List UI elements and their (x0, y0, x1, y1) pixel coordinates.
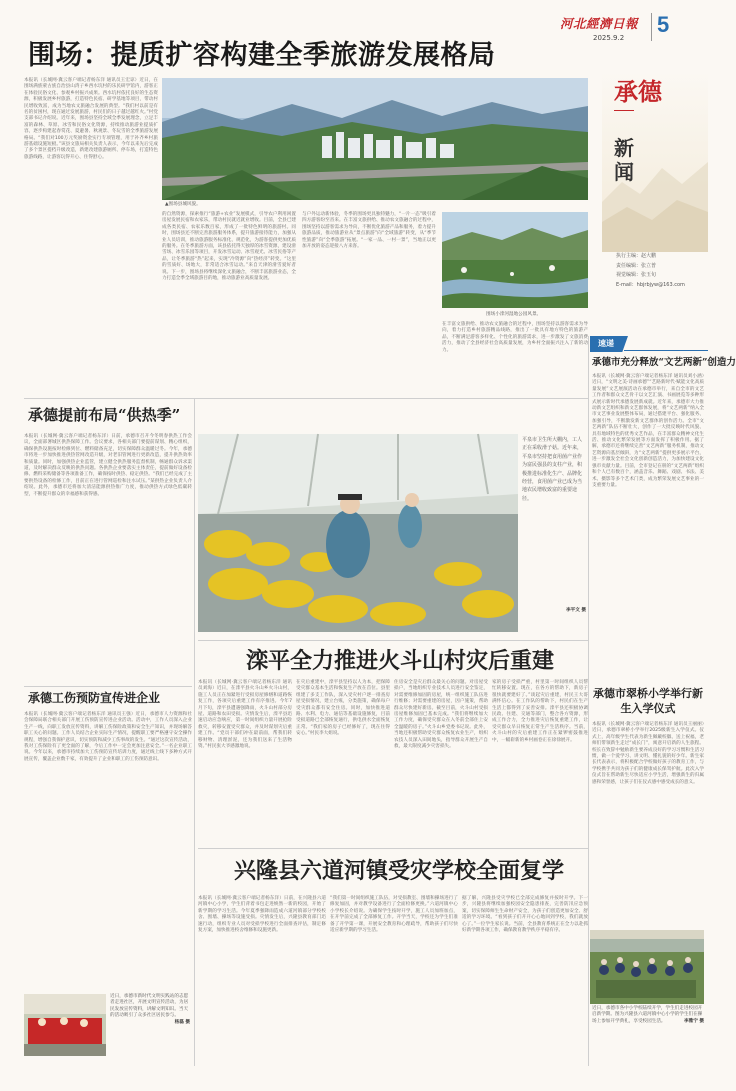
heating-season-body: 本报讯（长城网·冀云客户端记者杨东洋）日前，承德市召开今冬明春供热工作会议，全面部署城区供热保障工作。会议要求，各相关部门要提前谋划、精心组织，确保供热设施按时检修到位、燃料储备充足，切实保障群众温暖过冬。今年，承德市将进一步加快推进供热管网改造升级，对老旧管网进行更新改造，提升供热效率和质量。同时，加强供热企业监管，建立健全供热服务监督机制，畅通群众诉求渠道，及时解决群众反映的供热问题。各供热企业要落实主体责任，提前做好设备检修、燃料采购储备等各项准备工作，确保按时供热、稳定供热。“我们已经完成了主要供热设备的检修工作，目前正在进行管网巡检和注水试压。”某供热企业负责人介绍说。此外，承德市还将加大清洁能源供热推广力度，推动供热方式绿色低碳转型，不断提升群众的幸福感和获得感。 (24, 434, 192, 497)
section-banner (602, 72, 708, 252)
lead-headline: 围场：提质扩容构建全季旅游发展格局 (28, 40, 496, 71)
work-injury-body: 本报讯（长城网·冀云客户端记者杨东洋 通讯员王强）近日，承德市人力资源和社会保障局联合相关部门开展工伤预防宣传进企业活动。活动中，工作人员深入企业生产一线，向职工发放宣传资料，讲解工伤保险政策和安全生产知识，并现场解答职工关心的问题。工作人员结合企业实际生产情况，提醒职工要严格遵守安全操作规程，增强自我保护意识，切实预防和减少工伤事故的发生。“通过这次宣传活动，我对工伤保险有了更全面的了解，今后工作中一定会更加注意安全。”一名企业职工说。今年以来，承德市持续加大工伤预防宣传培训力度，通过线上线下多种方式开展宣传，覆盖企业数千家，有效提升了企业和职工的工伤预防意识。 (24, 712, 192, 762)
masthead (560, 14, 700, 46)
luanping-col3: 住房安全是灾后群众最关心的问题。对房屋受损户，当地组织专业技术人员进行安全鉴定，对需要维修加固的房屋，统一组织施工队伍进行维修；对需要重建的房屋，因户施策，帮助群众尽快建好新房。截至目前，火斗山村受损房屋维修加固已基本完成。“我们将继续加大工作力度，确保受灾群众在入冬前全部住上安全温暖的房子。”火斗山乡党委书记说。此外，当地还积极帮助受灾群众恢复农业生产，组织农技人员深入田间地头，指导群众开展生产自救，最大限度减少灾害损失。 (394, 680, 488, 750)
editor-line: 视觉编辑：张玉旬 (616, 272, 657, 278)
divider (24, 686, 192, 687)
express-tab (590, 336, 708, 352)
mushroom-greenhouse-photo (198, 434, 518, 632)
luanping-col1: 本报讯（长城网·冀云客户端记者杨东洋 通讯员刘海）近日，在滦平县火斗山乡火斗山村，施工人员正在加紧进行受损房屋修缮和道路恢复工作，各项灾后重建工作有序推进。今年7月下旬，滦平县遭遇强降雨，火斗山村部分房屋、道路和农田受损。灾情发生后，滦平县迅速启动应急响应，第一时间组织力量开展抢险救灾，转移安置受灾群众，并及时谋划灾后重建工作。“党员干部们冲在最前面，帮我们转移财物、清理淤泥，还为我们送来了生活物资。”村民张大爷感激地说。 (198, 680, 292, 750)
sidebar-story2-title: 承德市翠桥小学举行新生入学仪式 (593, 687, 703, 715)
section-city-label: 承德 (614, 77, 662, 106)
editor-line: 责任编辑：张立普 (616, 262, 657, 269)
sidebar-story1-body: 本报讯（长城网·冀云客户端记者杨东洋 通讯员刘小涵）近日，“文明之美·诗画承德”“艺路新时代·赋能文化高质量发展”文艺展演活动在承德市举行，来自全市的文艺工作者和群众文艺骨干以文艺汇演、书画展览等多种形式展示新时代承德发展新成就。近年来，承德市大力推动新文艺组织和新文艺群体发展，将“文艺两新”纳入全市文艺事业发展整体布局，通过搭建平台、强化服务、加强引导，不断激发新文艺群体的创作活力。全市“文艺两新”队伍不断壮大，创作了一大批反映时代风貌、具有地域特色的优秀文艺作品，在丰富群众精神文化生活、推动文化繁荣发展等方面发挥了积极作用。据了解，承德市还将继续完善“文艺两新”服务机制，推动文艺资源向基层倾斜，为“文艺两新”提供更多展示平台，进一步激发全社会文化创新创造活力，为加快建设文化强市贡献力量。目前，全市登记在册的“文艺两新”组织和个人已有数百个，涵盖音乐、舞蹈、戏剧、书法、美术、摄影等多个艺术门类，成为繁荣发展文艺事业的一支重要力量。 (592, 374, 704, 488)
luanping-col4: 家的房子受损严重，村里第一时间组织人员帮忙转移安置。现在，在各方的帮助下，新房子很快就要建好了。”谈起灾后重建，村民王大哥满怀信心。在工作队的帮助下，村民们在生产生活上都得到了妥善安排。滦平县还积极协调民政、住建、交通等部门，整合各方资源，形成工作合力，全力推进灾后恢复重建工作，让受灾群众早日恢复正常生产生活秩序。当前，火斗山村的灾后重建工作正在紧锣密鼓推进中，一幅崭新的乡村画卷正在徐徐展开。 (492, 680, 588, 743)
newspaper-logo: 河北經濟日報 (560, 16, 639, 31)
school-photo-credit: 李雅宁 摄 (684, 1018, 704, 1024)
lead-col4: 与户外运动新体验，冬季的围场更具独特魅力，“一片一态”吸引着四方游客纷至沓来。在丰富文旅供给、推动农文旅融合的过程中，围场坚持以游客需求为导向，不断优化旅游产品和服务，着力提升旅游品质，推动旅游业从“景点旅游”向“全域旅游”转变，从“季节性旅游”向“全季旅游”拓展。“一家一品、一村一景”，当地正以更加开放的姿态迎接八方来客。 (302, 212, 436, 250)
editor-email: E-mail：hbjrbjyw@163.com (616, 281, 685, 288)
lead-col3: 的自然资源，探索推行“旅游+农业”发展模式，引导农户利用闲置房屋发展民宿和农家乐，带动村民就近就业增收。目前，全县已建成各类民宿、农家乐数百家，形成了一批特色鲜明的旅游村。同时，围场县还不断完善旅游服务体系，提升旅游接待能力，加强从业人员培训，推动旅游服务标准化、规范化，为游客提供更加优质的服务。在冬季旅游方面，该县依托得天独厚的冰雪资源，建设滑雪场、冰雪乐园等项目，开发冰雪运动、冰雪观光、冰雪民俗等产品，让冬季旅游“热”起来，实现“冷资源”向“热经济”转变。“这里的雪质好、场地大，非常适合冰雪运动。”来自天津的滑雪爱好者说。下一步，围场县将继续深化文旅融合，不断丰富旅游业态，全力打造全季全域旅游目的地，推动旅游业高质量发展。 (162, 212, 296, 282)
work-injury-headline: 承德工伤预防宣传进企业 (28, 691, 161, 705)
masthead-divider (651, 13, 652, 41)
weichang-photo-caption: ▲围场县城风貌。 (165, 202, 201, 207)
section-news-label: 新闻 (614, 136, 634, 184)
issue-date: 2025.9.2 (593, 34, 625, 42)
express-label: 速递 (598, 339, 614, 348)
mushroom-photo-caption: 平泉市卫生所大棚内，工人正在采收滑子菇。近年来，平泉市坚持把食用菌产业作为富民强县的支柱产业，积极推进标准化生产、品牌化经营，食用菌产业已成为当地农民增收致富的重要途径。 (522, 437, 583, 502)
sidebar-story1-title: 承德市充分释放“文艺两新”创造力 (592, 357, 736, 368)
column-divider (588, 336, 589, 1066)
volunteers-caption (110, 994, 190, 1062)
divider (198, 640, 588, 641)
civilization-volunteers-photo (24, 994, 106, 1056)
wetland-photo-caption: 围场小滦河湿地公园风景。 (486, 312, 542, 317)
wetland-park-photo (442, 212, 588, 308)
xinglong-col2: “我们第一时间组织施工队伍，对受损教室、围墙和操场进行了修复加固，并对教学设备进行了全面检修更换。”六道河镇中心小学校长介绍说。为确保学生按时开学，施工人员加班加点，在开学前完成了全部修复工作。开学当天，学校还为学生们准备了开学第一课，开展安全教育和心理疏导，帮助孩子们尽快适应新学期的学习生活。 (330, 896, 458, 934)
school-opening-photo (590, 930, 704, 1004)
page-number: 5 (657, 12, 670, 37)
divider (198, 848, 588, 849)
column-divider (194, 398, 195, 1066)
heating-season-headline: 承德提前布局“供热季” (28, 406, 181, 424)
lead-col5: 在丰富文旅供给、推动农文旅融合的过程中，围场坚持以游客需求为导向，着力打造乡村旅游精品线路，推出了一批具有地方特色的旅游产品，不断满足游客多样化、个性化的旅游需求，进一步激发了文旅消费活力，推动了全县经济社会高质量发展，为乡村全面振兴注入了新的动力。 (442, 322, 588, 353)
school-photo-caption-text: 近日，承德市各中小学校陆续开学，学生们走进校园开启新学期。图为兴隆县六道河镇中心小学的学生们在操场上参加开学典礼，享受校园生活。 (592, 1006, 703, 1024)
volunteers-caption-text: 近日，承德市新时代文明实践站的志愿者走进社区，开展文明宣传活动，为居民发放宣传资料，讲解文明知识。当天的活动吸引了众多社区居民参与。 (110, 994, 189, 1019)
divider (24, 398, 588, 399)
xinglong-headline: 兴隆县六道河镇受灾学校全面复学 (233, 858, 564, 884)
editor-line: 执行主编：赵大鹏 (616, 253, 657, 259)
volunteers-photo-credit: 杨磊 摄 (174, 1019, 190, 1025)
xinglong-col1: 本报讯（长城网·冀云客户端记者杨东洋）日前，在兴隆县六道河镇中心小学，学生们背着书包走进焕然一新的校园，开始了新学期的学习生活。今年夏季强降雨造成六道河镇部分学校校舍、围墙、操场等设施受损。灾情发生后，兴隆县教育部门迅速行动，组织专业人员对受损学校进行全面排查评估，制定修复方案，加快推进校舍维修和设施更新。 (198, 896, 326, 934)
editors-block (616, 252, 706, 290)
school-photo-caption (592, 1006, 704, 1068)
mushroom-photo-credit: 李平文 摄 (566, 608, 586, 613)
section-rule (614, 110, 634, 111)
xinglong-col3: 据了解，兴隆县受灾学校已全部完成修复并按时开学。下一步，兴隆县将继续加强校园安全隐患排查，完善防汛应急预案，切实保障师生生命财产安全，为孩子们创造更加安全、舒适的学习环境。“看到孩子们开开心心地回到学校，我们就放心了。”一位学生家长说。当前，全县教育系统正在全力以赴抓好新学期各项工作，确保教育教学秩序平稳有序。 (462, 896, 588, 934)
weichang-city-photo (162, 78, 588, 200)
sidebar-story2-body: 本报讯（长城网·冀云客户端记者杨东洋 通讯员王丽丽）近日，承德市翠桥小学举行2025级新生入学仪式。仪式上，高年级学生代表为新生佩戴校徽、送上祝福，老师们带领新生走过“成长门”，寓意开启新的人生旅程。校长在致辞中勉励新生要养成良好的学习习惯和生活习惯，做一个爱学习、讲文明、懂礼貌的好少年。新生家长代表表示，将积极配合学校做好孩子的教育工作，与学校携手共同为孩子们的健康成长保驾护航。此次入学仪式旨在帮助新生尽快适应小学生活，增强新生的归属感和荣誉感，让孩子们在仪式感中感受成长的意义。 (592, 722, 704, 785)
luanping-headline: 滦平全力推进火斗山村灾后重建 (245, 648, 554, 674)
luanping-col2: 在灾后重建中，滦平县坚持以人为本，把保障受灾群众基本生活和恢复生产放在首位。县里组建了多支工作队，深入受灾村户逐一排查房屋受损情况，建立台账，分类施策，确保每户受灾群众都有安全住房。同时，加快推进道路、水利、电力、通信等基础设施修复，目前受损道路已全部恢复通行，供电供水全面恢复正常。“我们家的房子已经修好了，现在住得安心。”村民李大姐说。 (296, 680, 390, 737)
lead-col1: 本报讯（长城网·冀云客户端记者杨东洋 通讯员王宏谅）近日，在围场满族蒙古族自治县山湾子乡西水坑村的乐民研学馆内，游客正在体验民俗文化、参观乡村振兴成果。西水坑村依托良好的生态资源，积极发展乡村旅游，打造特色民宿、研学基地等项目，带动村民增收致富，成为当地农文旅融合发展的典型。“我们村以前是有名的贫困村，现在通过发展旅游，村民们的日子越过越红火。”村党支部书记介绍说。近年来，围场县坚持全域全季发展理念，立足丰富的森林、草原、冰雪和民俗文化资源，持续推动旅游业提质扩容，逐步构建起春赏花、夏避暑、秋观景、冬玩雪的全季旅游发展格局。“我们对100万元奖励资金实行专项管理，用于补齐乡村旅游基础设施短板。”该县文旅局相关负责人表示，今年以来先后完成了多个景区提档升级改造，新建改建旅游厕所、停车场，打造特色旅游线路，让游客玩得开心、住得舒心。 (24, 78, 158, 160)
